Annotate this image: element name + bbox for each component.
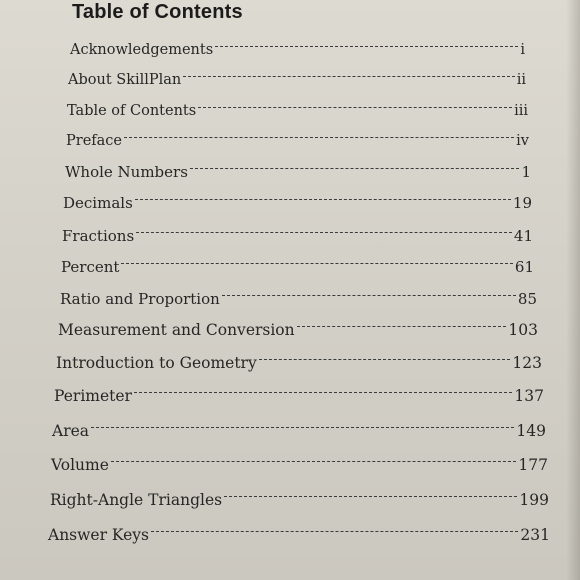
toc-entry-fractions [62, 227, 533, 245]
entry-title: Perimeter [54, 387, 132, 405]
entry-page-number: 41 [513, 227, 533, 245]
dot-leader [224, 496, 517, 497]
entry-title: Introduction to Geometry [56, 354, 257, 372]
entry-title: Whole Numbers [65, 163, 188, 181]
toc-entry-ratio-and-proportion [60, 290, 537, 308]
dot-leader [91, 427, 514, 428]
entry-title: Percent [61, 258, 120, 276]
toc-entry-measurement-and-conversion [58, 321, 538, 339]
page-title: Table of Contents [72, 1, 243, 23]
entry-page-number: 137 [514, 387, 544, 405]
dot-leader [222, 295, 516, 296]
toc-entry-introduction-to-geometry [56, 354, 542, 372]
dot-leader [297, 326, 507, 327]
dot-leader [136, 232, 512, 233]
toc-entry-right-angle-triangles [50, 491, 549, 509]
toc-entry-whole-numbers [65, 163, 531, 181]
entry-page-number: 1 [521, 163, 531, 181]
toc-entry-preface [66, 133, 529, 149]
entry-title: Decimals [63, 194, 133, 212]
entry-page-number: 149 [516, 422, 546, 440]
entry-page-number: 19 [512, 194, 532, 212]
toc-entry-acknowledgements [70, 42, 525, 58]
entry-page-number: 199 [519, 491, 549, 509]
entry-page-number: 85 [517, 290, 537, 308]
dot-leader [111, 461, 516, 462]
dot-leader [151, 531, 518, 532]
entry-title: Area [52, 422, 90, 440]
entry-page-number: iii [514, 103, 528, 119]
toc-entry-answer-keys [48, 526, 550, 544]
entry-page-number: 231 [520, 526, 550, 544]
dot-leader [124, 137, 514, 138]
dot-leader [190, 168, 520, 169]
toc-entry-area [52, 422, 546, 440]
entry-page-number: 123 [512, 354, 542, 372]
dot-leader [134, 392, 512, 393]
dot-leader [215, 46, 518, 47]
toc-entry-volume [51, 456, 548, 474]
entry-title: Preface [66, 133, 122, 149]
entry-title: Fractions [62, 227, 135, 245]
entry-title: Right-Angle Triangles [50, 491, 223, 509]
entry-title: About SkillPlan [68, 72, 182, 88]
entry-title: Table of Contents [67, 103, 197, 119]
toc-entry-table-of-contents [67, 103, 528, 119]
entry-page-number: 177 [518, 456, 548, 474]
entry-title: Volume [51, 456, 109, 474]
entry-page-number: ii [516, 72, 526, 88]
entry-title: Answer Keys [48, 526, 149, 544]
entry-page-number: 103 [508, 321, 538, 339]
entry-title: Measurement and Conversion [58, 321, 295, 339]
dot-leader [198, 107, 512, 108]
entry-title: Ratio and Proportion [60, 290, 220, 308]
entry-page-number: 61 [514, 258, 534, 276]
dot-leader [135, 199, 511, 200]
dot-leader [259, 359, 511, 360]
toc-entry-about-skillplan [68, 72, 526, 88]
entry-page-number: i [520, 42, 525, 58]
entry-title: Acknowledgements [70, 42, 214, 58]
toc-entry-percent [61, 258, 534, 276]
dot-leader [121, 263, 512, 264]
dot-leader [183, 76, 514, 77]
toc-entry-perimeter [54, 387, 544, 405]
toc-entry-decimals [63, 194, 532, 212]
entry-page-number: iv [516, 133, 529, 149]
